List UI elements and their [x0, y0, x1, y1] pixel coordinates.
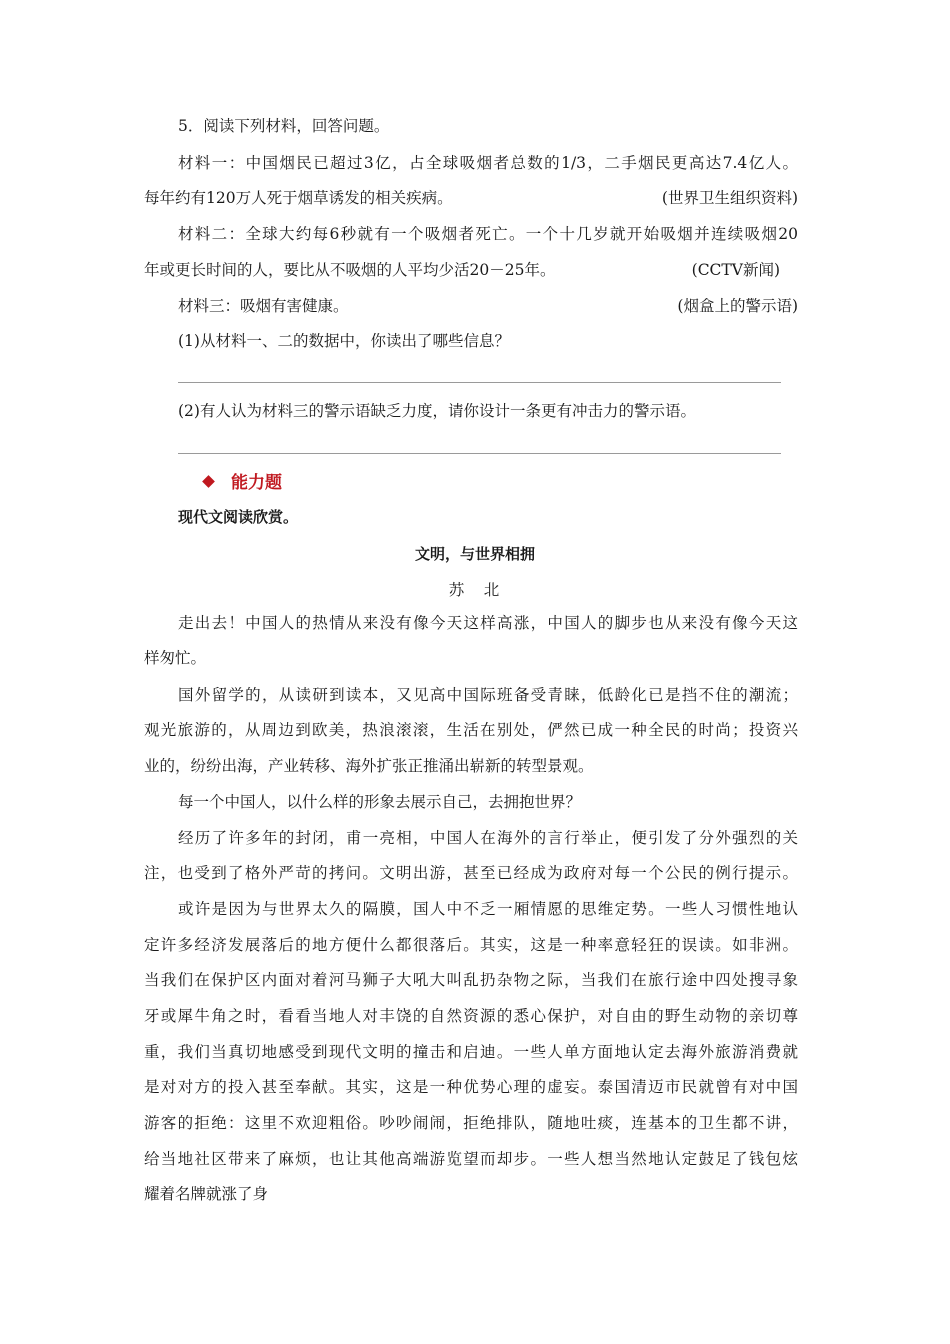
article-line-16: 给当地社区带来了麻烦，也让其他高端游览望而却步。一些人想当然地认定鼓足了钱包炫: [144, 1150, 798, 1168]
article-line-1: 走出去！中国人的热情从来没有像今天这样高涨，中国人的脚步也从来没有像今天这: [178, 614, 798, 632]
sub-question-1: (1)从材料一、二的数据中，你读出了哪些信息？: [178, 332, 510, 350]
article-line-5: 业的，纷纷出海，产业转移、海外扩张正推涌出崭新的转型景观。: [144, 757, 594, 775]
article-line-15: 游客的拒绝：这里不欢迎粗俗。吵吵闹闹，拒绝排队，随地吐痰，连基本的卫生都不讲，: [144, 1114, 798, 1132]
article-line-8: 注，也受到了格外严苛的拷问。文明出游，甚至已经成为政府对每一个公民的例行提示。: [144, 864, 798, 882]
sub-question-2: (2)有人认为材料三的警示语缺乏力度，请你设计一条更有冲击力的警示语。: [178, 402, 696, 420]
article-line-9: 或许是因为与世界太久的隔膜，国人中不乏一厢情愿的思维定势。一些人习惯性地认: [178, 900, 798, 918]
answer-line-2[interactable]: [178, 453, 781, 454]
section-subheading: 现代文阅读欣赏。: [178, 508, 299, 526]
material-1-source: (世界卫生组织资料): [661, 189, 798, 207]
section-heading-text: 能力题: [231, 473, 282, 493]
article-line-2: 样匆忙。: [144, 649, 207, 667]
article-line-17: 耀着名牌就涨了身: [144, 1185, 269, 1203]
article-line-14: 是对对方的投入甚至奉献。其实，这是一种优势心理的虚妄。泰国清迈市民就曾有对中国: [144, 1078, 798, 1096]
material-3-line-1: 材料三：吸烟有害健康。: [178, 297, 349, 315]
article-author: 苏 北: [448, 581, 502, 599]
section-heading: [204, 468, 282, 493]
article-line-6: 每一个中国人，以什么样的形象去展示自己，去拥抱世界？: [178, 793, 582, 811]
answer-line-1[interactable]: [178, 382, 781, 383]
material-1-line-1: 材料一：中国烟民已超过3亿，占全球吸烟者总数的1/3，二手烟民更高达7.4亿人。: [178, 154, 798, 172]
material-2-line-2: 年或更长时间的人，要比从不吸烟的人平均少活20－25年。: [144, 261, 556, 279]
material-2-source: (CCTV新闻): [691, 261, 780, 279]
material-3-source: (烟盒上的警示语): [677, 297, 798, 315]
article-line-13: 重，我们当真切地感受到现代文明的撞击和启迪。一些人单方面地认定去海外旅游消费就: [144, 1043, 798, 1061]
question-5-prompt: 5．阅读下列材料，回答问题。: [178, 117, 390, 135]
material-1-line-2: 每年约有120万人死于烟草诱发的相关疾病。: [144, 189, 453, 207]
article-title: 文明，与世界相拥: [414, 545, 535, 563]
article-line-12: 牙或犀牛角之时，看看当地人对丰饶的自然资源的悉心保护，对自由的野生动物的亲切尊: [144, 1007, 798, 1025]
material-2-line-1: 材料二：全球大约每6秒就有一个吸烟者死亡。一个十几岁就开始吸烟并连续吸烟20: [178, 225, 798, 243]
diamond-bullet-icon: [202, 475, 215, 488]
article-line-11: 当我们在保护区内面对着河马狮子大吼大叫乱扔杂物之际，当我们在旅行途中四处搜寻象: [144, 971, 798, 989]
article-line-7: 经历了许多年的封闭，甫一亮相，中国人在海外的言行举止，便引发了分外强烈的关: [178, 829, 798, 847]
article-line-10: 定许多经济发展落后的地方便什么都很落后。其实，这是一种率意轻狂的误读。如非洲。: [144, 936, 798, 954]
article-line-3: 国外留学的，从读研到读本，又见高中国际班备受青睐，低龄化已是挡不住的潮流；: [178, 686, 798, 704]
article-line-4: 观光旅游的，从周边到欧美，热浪滚滚，生活在别处，俨然已成一种全民的时尚；投资兴: [144, 721, 798, 739]
